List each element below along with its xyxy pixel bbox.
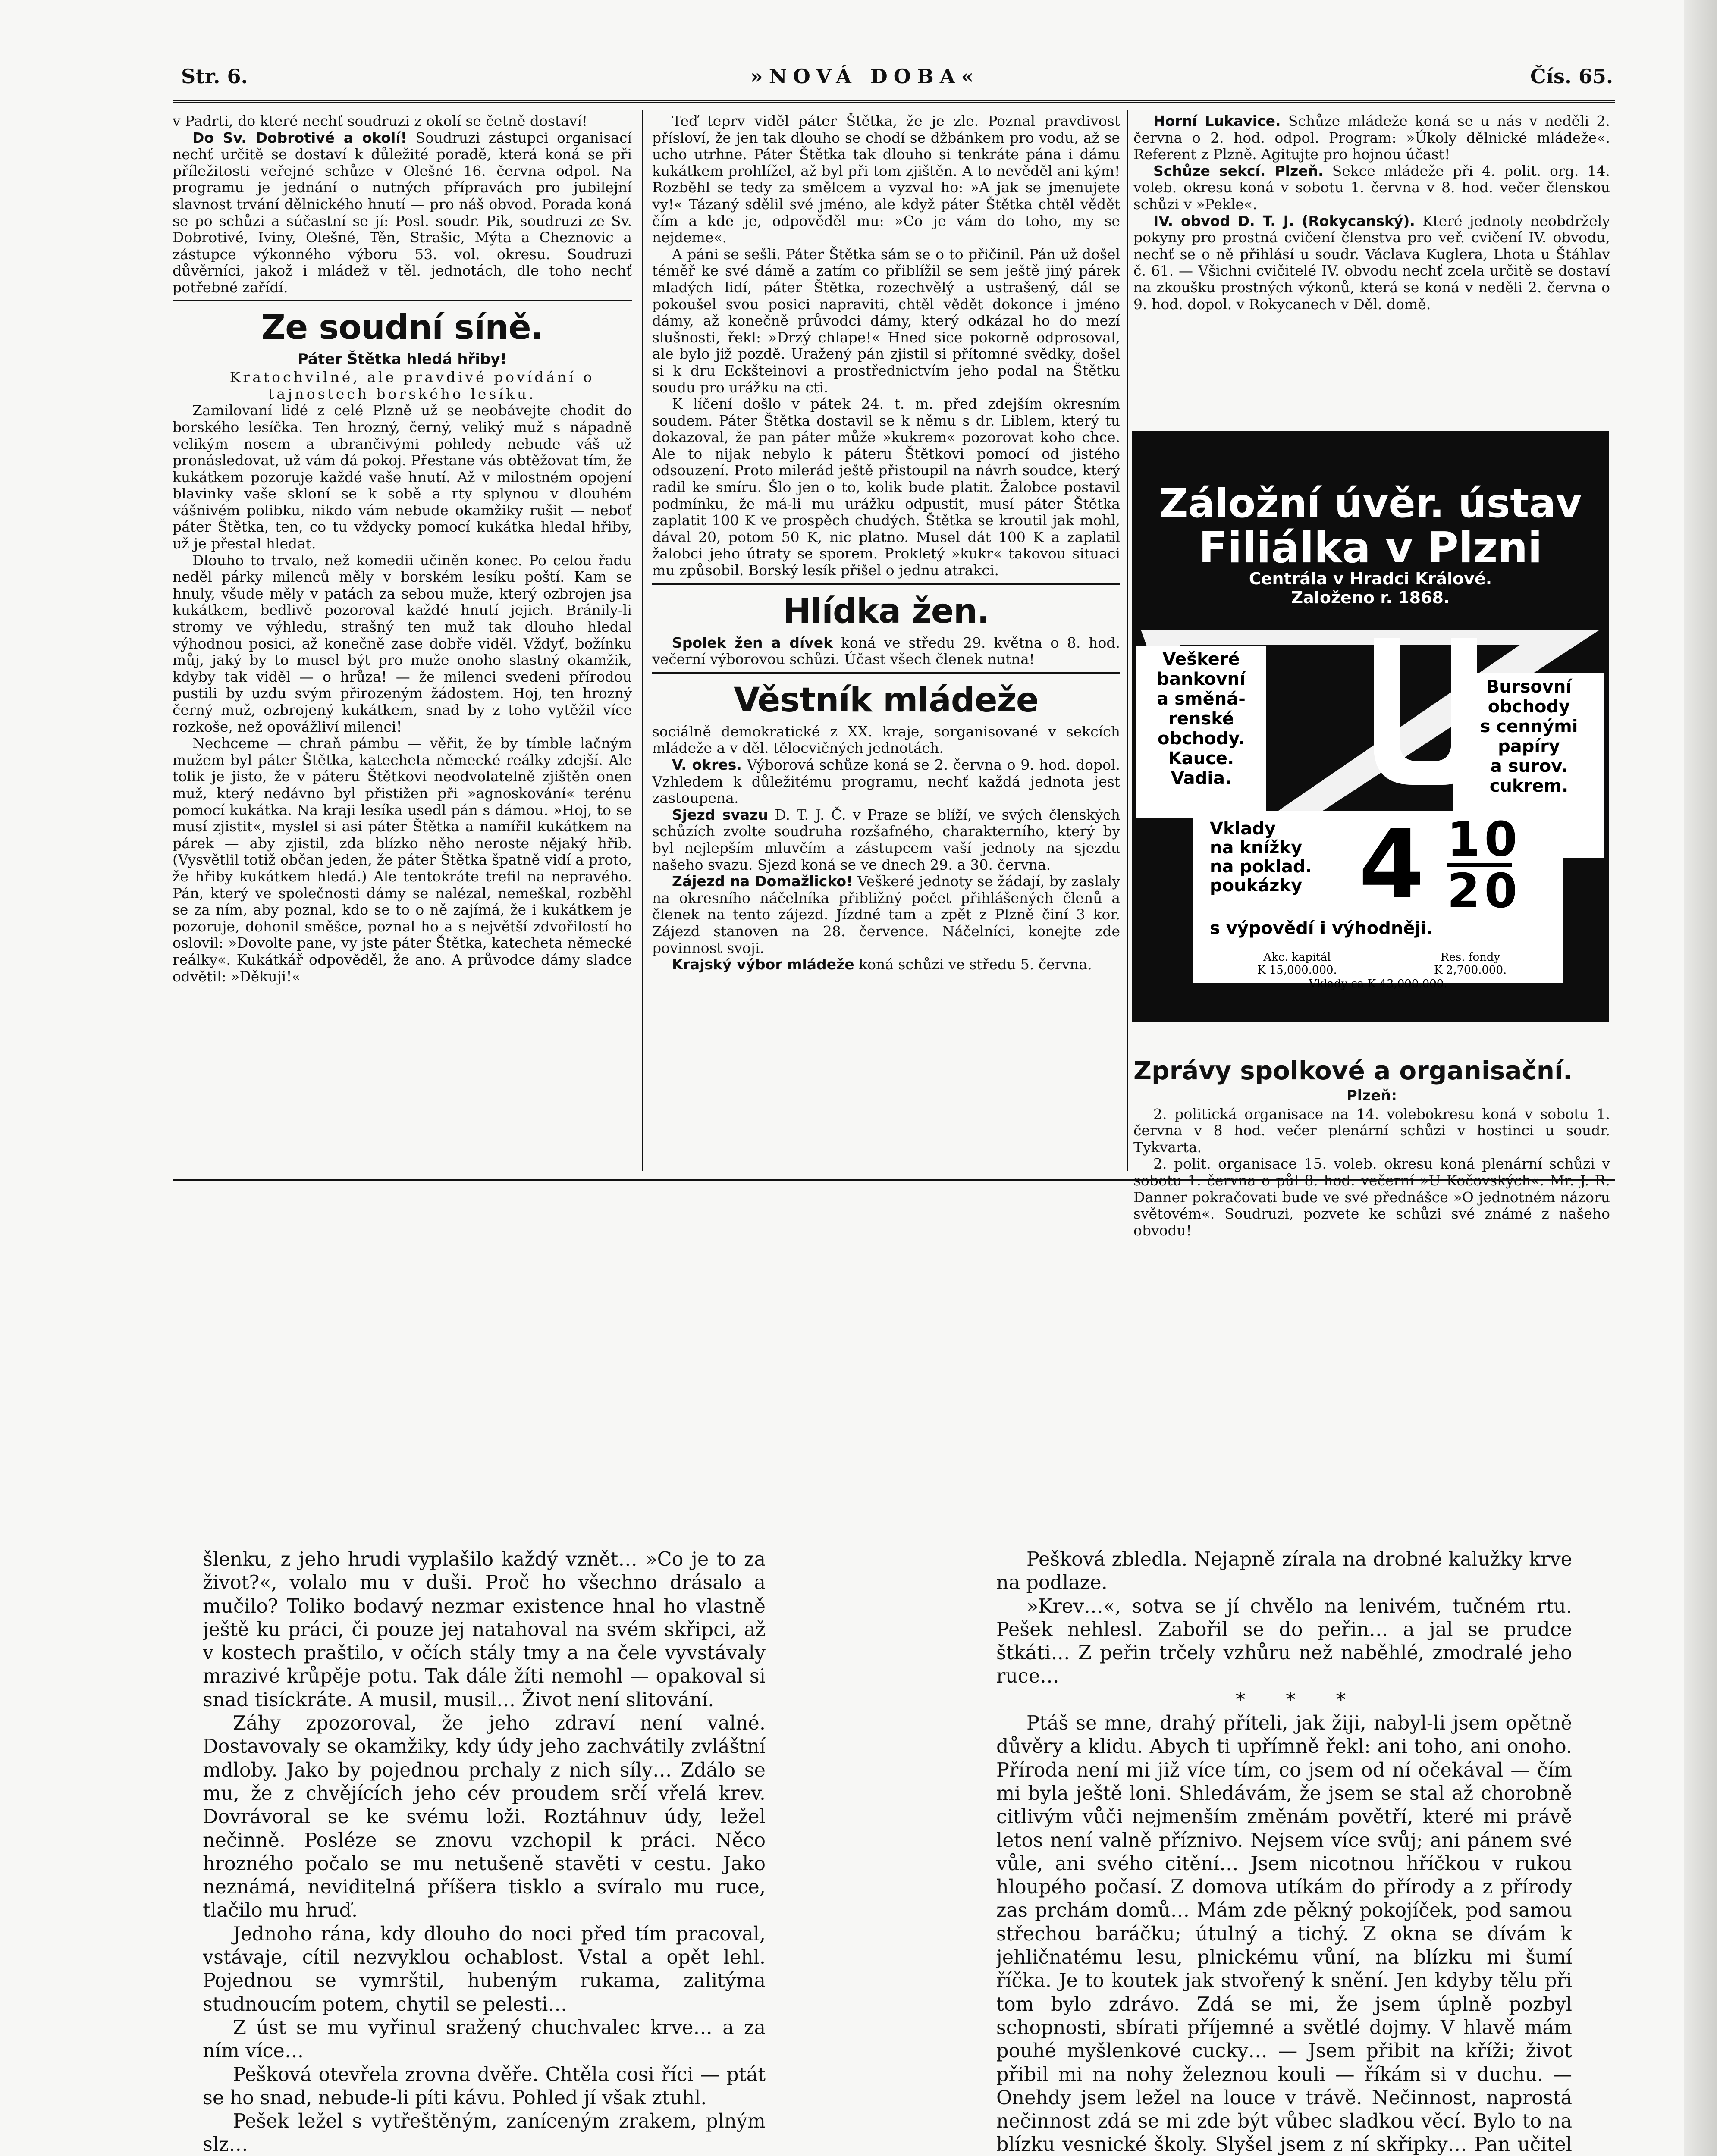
column-divider [642,110,643,1171]
divider [652,583,1120,585]
ad-reserves [1434,951,1507,977]
ad-right-line: Bursovní [1486,677,1572,697]
schuze-text: Sekce mládeže při 4. polit. org. 14. voleb. okresu koná v sobotu 1. června v 8. hod. večer členskou schůzi v »Pekle«. [1133,162,1610,213]
page-edge-shadow [1684,0,1717,2156]
ad-right-line: s cennými [1480,717,1578,736]
dobrotive-text: Soudruzi zástupci organisací nechť určitě se dostaví k důležité poradě, která koná se při příležitosti veřejné schůze v Olešné 16. června odpol. Na programu je jednání o nutných přípravách pro jubilejní slavnost trvání dělnického hnutí — pro náš obvod. Porada koná se po schůzi a súčastní se jí: Posl. soudr. Pik, soudruzi ze Sv. Dobrotivé, Iviny, Olešné, Těn, Strašic, Mýta a Cheznovic a zástupce výkonného výboru 53. vol. okresu. Soudruzi důvěrníci, jakož i mládež v těl. jednotách, dle toho nechť potřebné zařídí. [173,129,632,296]
column-3-bottom [1133,1052,1610,1311]
section-break-stars: * * * [1235,1689,1363,1711]
ad-right-line: cukrem. [1489,776,1569,796]
ad-left-line: Veškeré [1162,649,1240,669]
ad-deposits [1210,819,1312,895]
ad-left-line: Kauce. [1168,749,1234,768]
ad-right-line: a surov. [1490,756,1568,776]
zpravy-paragraph: 2. politická organisace na 14. volebokresu koná v sobotu 1. června v 8 hod. večer plenární schůzi v hostinci u soudr. Tykvarta. [1133,1105,1610,1156]
ad-interest-rate: 4 [1359,809,1425,920]
ad-rate-num-digit: 1 [1447,812,1480,867]
column-divider [1127,110,1128,1171]
article-subtitle: Kratochvilné, ale pravdivé povídání o tajnostech borského lesíku. [229,369,595,402]
section-title-women: Hlídka žen. [783,592,989,631]
story-paragraph: »Krev…«, sotva se jí chvělo na lenivém, tučném rtu. Pešek nehlesl. Zabořil se do peřin… a jal se prudce štkáti… Z peřin trčely vzhůru než naběhlé, zmodralé jeho ruce… [996,1595,1572,1688]
story-left-column [203,1548,766,2156]
story-paragraph: šlenku, z jeho hrudi vyplašilo každý vznět… »Co je to za život?«, volalo mu v duši. Proč ho všechno drásalo a mučilo? Toliko bodavý nezmar existence hnal ho vlastně ještě ku práci, či pouze jej natahoval na svém skřipci, až v kostech praštilo, v očích stály tmy a na čele vyvstávaly mrazivé krůpěje potu. Tak dále žíti nemohl — opakoval si snad tisíckráte. A musil, musil… Život není slitování. [203,1548,766,1711]
column-3-top [1133,113,1610,423]
ad-notice-terms: s výpovědí i výhodněji. [1210,918,1434,938]
ad-deposit-line: Vklady [1210,819,1276,839]
zpravy-paragraph: 2. polit. organisace 15. voleb. okresu koná plenární schůzi v sobotu 1. června o půl 8. hod. večerní »U Kočovských«. Mr. J. R. Danner pokračovati bude ve své přednášce »O jednotném názoru světovém«. Soudruzi, pozvete ke schůzi své známé z našeho obvodu! [1133,1155,1610,1239]
newspaper-title: »NOVÁ DOBA« [750,65,980,88]
story-paragraph: Pešková otevřela zrovna dvěře. Chtěla cosi říci — ptát se ho snad, nebude-li píti kávu. Pohled jí však ztuhl. [203,2063,766,2109]
article-paragraph: K líčení došlo v pátek 24. t. m. před zdejším okresním soudem. Páter Štětka dostavil se k němu s dr. Liblem, který tu dokazoval, že pan páter může »kukrem« pozorovat koho chce. Ale to nijak nebylo k páteru Štětkovi pomocí od jistého odsouzení. Proto milerád ještě přistoupil na návrh soudce, který radil ke smíru. Šlo jen o to, kolik bude platit. Žalobce postavil podmínku, že má-li mu urážku odpustit, musí páter Štětka zaplatit 100 K ve prospěch chudých. Štětka se kroutil jak mohl, dával 20, potom 50 K, nic platno. Musel dát 100 K a zaplatil žalobci jeho útraty se sporem. Prokletý »kukr« takovou situaci mu způsobil. Borský lesík přišel o jednu atrakci. [652,395,1120,579]
sjezd-text: D. T. J. Č. v Praze se blíží, ve svých členských schůzích zvolte soudruha rozšafného, charakterního, který by byl nejlepším mluvčím a zástupcem vaší jednoty na sjezdu našeho svazu. Sjezd koná se ve dnech 29. a 30. června. [652,806,1120,873]
ad-rate-digit: 0 [1484,863,1518,918]
spolek-notice [652,635,1120,668]
ad-rate-fraction [1447,812,1518,918]
ad-deposits-total: Vklady ca K 43,000.000. [1309,978,1447,990]
ad-right-line: papíry [1498,736,1560,756]
issue-number: Čís. 65. [1530,65,1613,88]
ad-reserves-value: K 2,700.000. [1434,964,1507,977]
section-rule [173,1179,1615,1181]
ad-capital [1257,951,1337,977]
ad-left-line: Vadia. [1171,768,1232,788]
iv-notice [1133,213,1610,313]
ad-deposit-line: na knížky [1210,838,1303,858]
ad-rate-digit: 0 [1484,812,1518,867]
section-title-associations: Zprávy spolkové a organisační. [1133,1056,1573,1085]
ad-rate-den-digit: 2 [1447,863,1480,918]
ad-title-1: Záložní úvěr. ústav [1159,480,1582,526]
divider [173,300,632,301]
article-paragraph: Dlouho to trvalo, než komedii učiněn konec. Po celou řadu neděl párky milenců měly v borském lesíku poští. Kam se hnuly, všude měly v patách za sebou muže, který ozbrojen jsa kukátkem, bedlivě pozoroval každé hnutí jejich. Bránily-li stromy ve výhledu, strašný ten muž tak dlouho hledal výhodnou posici, až konečně zase dobře viděl. Vždyť, božínku můj, jaký by to musel být pro muže onoho slastný okamžik, kdyby tak viděl — o hrůza! — že milenci svedeni přírodou pustili by uzdu svým přirozeným žádostem. Hoj, ten hrozný černý muž, ozbrojený kukátkem, snad by z toho vytěžil více rozkoše, než opovážliví milenci! [173,552,632,735]
ad-left-line: a směná- [1157,689,1246,709]
intro-text: v Padrti, do které nechť soudruzi z okolí se četně dostaví! [173,113,588,129]
vestnik-intro: sociálně demokratické z XX. kraje, sorganisované v sekcích mládeže a v děl. tělocvičných jednotách. [652,723,1120,757]
article-paragraph: Zamilovaní lidé z celé Plzně už se neobávejte chodit do borského lesíčka. Ten hrozný, černý, veliký muž s nápadně velikým nosem a ubrančivými pohledy nebude váš už pronásledovat, už vám dá pokoj. Přestane vás obtěžovat tím, že kukátkem pozoruje každé vaše hnutí. Až v milostném opojení blavinky vaše skloní se k sobě a rty splynou v dlouhém vášnivém polibku, nikdo vám nebude okamžiky rušit — neboť páter Štětka, ten, co tu vždycky pomocí kukátka hledal hřiby, už je přestal hledat. [173,402,632,552]
ad-rate-denominator [1447,863,1518,918]
sjezd-heading: Sjezd svazu [672,806,768,823]
zajezd-notice [652,873,1120,956]
column-2 [652,113,1120,1174]
v-okres-heading: V. okres. [672,756,742,773]
ad-capital-value: K 15,000.000. [1257,964,1337,977]
krajsky-notice [652,956,1120,973]
bank-advertisement [1132,431,1609,1022]
schuze-heading: Schůze sekcí. Plzeň. [1153,162,1324,179]
iv-heading: IV. obvod D. T. J. (Rokycanský). [1153,212,1415,229]
ad-left-line: bankovní [1157,669,1246,689]
zajezd-text: Veškeré jednoty se žádají, by zaslaly na okresního náčelníka přibližný počet přihlášených členů a členek na tento zájezd. Jízdné tam a zpět z Plzně činí 3 kor. Zájezd stanoven na 28. července. Náčelníci, konejte zde povinnost svoji. [652,873,1120,956]
ad-right-line: obchody [1488,697,1570,717]
story-paragraph: Záhy zpozoroval, že jeho zdraví není valné. Dostavovaly se okamžiky, kdy údy jeho zachvátily zvláštní mdloby. Jako by pojednou prchaly z nich síly… Zdálo se mu, že z chvějících jeho cév proudem srčí vřelá krev. Dovrávoral se ke svému loži. Roztáhnuv údy, ležel nečinně. Posléze se znovu vzchopil k práci. Něco hrozného počalo se mu netušeně stavěti v cestu. Jako neznámá, neviditelná příšera tisklo a svíralo mu ruce, tlačilo mu hruď. [203,1712,766,1922]
ad-centrala: Centrála v Hradci Králové. [1249,569,1492,588]
sjezd-notice [652,807,1120,873]
column-1 [173,113,632,1174]
article-headline: Páter Štětka hledá hřiby! [298,350,507,368]
story-paragraph: Jednoho rána, kdy dlouho do noci před tím pracoval, vstávaje, cítil nezvyklou ochablost. Vstal a opět lehl. Pojednou se vymrštil, hubeným rukama, zalitýma studnoucím potem, chytil se pelesti… [203,1923,766,2015]
story-paragraph: Z úst se mu vyřinul sražený chuchvalec krve… a za ním více… [203,2016,766,2062]
ad-deposit-line: poukázky [1210,876,1303,896]
ad-reserves-label: Res. fondy [1441,951,1500,964]
ad-left-line: renské [1168,709,1234,729]
ad-founded: Založeno r. 1868. [1291,588,1450,607]
horni-text: Schůze mládeže koná se u nás v neděli 2. června o 2. hod. odpol. Program: »Úkoly dělnické mládeže«. Referent z Plzně. Agitujte pro hojnou účast! [1133,113,1610,163]
article-paragraph: Nechceme — chraň pámbu — věřit, že by tímble lačným mužem byl páter Štětka, katecheta německé reálky zdejší. Ale tolik je jisto, že v páteru Štětkovi neodvolatelně zjištěn onen muž, který nedávno byl přistižen při »agnoskování« terénu pomocí kukátka. Na kraji lesíka usedl pán s dámou. »Hoj, to se musí zjistit«, myslel si asi páter Štětka a namířil kukátkem na párek — aby zjistil, zda blízko něho neroste nějaký hřib. (Vysvětlil totiž občan jeden, že páter Štětka špatně vidí a proto, že hřiby kukátkem hledá.) Ale tentokráte trefil na nepravého. Pán, který ve společnosti dámy se nalézal, nemeškal, rozběhl se za ním, aby poznal, kdo se to o ně zajímá, že i kukátkem je pozoruje, dohonil směšce, poznal ho a s největší zdvořilostí ho oslovil: »Dovolte pane, vy jste páter Štětka, katecheta německé reálky«. Kukátkář odpověděl, že ano. A průvodce dámy sladce odvětil: »Děkuji!« [173,735,632,985]
story-paragraph: Pešková zbledla. Nejapně zírala na drobné kalužky krve na podlaze. [996,1548,1572,1594]
article-paragraph: A páni se sešli. Páter Štětka sám se o to přičinil. Pán už došel téměř ke své dámě a zatím co přiblížil se sem ještě jiný párek mladých lidí, páter Štětka, rozechvělý a ustrašený, dál se pokoušel svou posici napraviti, chtěl vědět dokonce i jméno dámy, až konečně průvodci dámy, který odkázal ho do mezí slušnosti, řekl: »Drzý chlape!« Hned sice pokorně odprosoval, ale bylo již pozdě. Uražený pán zjistil si přítomné svědky, došel si k dru Eckšteinovi a prostřednictvím jeho podal na Štětku soudu pro urážku na cti. [652,245,1120,396]
v-okres-notice [652,757,1120,807]
v-okres-text: Výborová schůze koná se 2. června o 9. hod. dopol. Vzhledem k důležitému programu, nechť každá jednota jest zastoupena. [652,756,1120,807]
plzen-heading: Plzeň: [1346,1087,1397,1104]
header-rule [173,100,1615,103]
krajsky-text: koná schůzi ve středu 5. června. [859,956,1092,973]
spolek-heading: Spolek žen a dívek [672,634,833,651]
zajezd-heading: Zájezd na Domažlicko! [672,873,853,890]
ad-capital-label: Akc. kapitál [1263,951,1331,964]
ad-left-box [1136,646,1266,818]
ad-left-line: obchody. [1157,729,1245,749]
divider [652,672,1120,674]
ad-deposit-line: na poklad. [1210,857,1312,877]
schuze-notice [1133,163,1610,213]
page-header [181,65,1613,95]
dobrotive-notice [173,130,632,296]
krajsky-heading: Krajský výbor mládeže [672,956,854,973]
page-number-left: Str. 6. [181,65,248,88]
article-paragraph: Teď teprv viděl páter Štětka, že je zle. Poznal pravdivost přísloví, že jen tak dlouho se chodí se džbánkem pro vodu, až se ucho utrhne. Páter Štětka tak dlouho si tenkráte pána i dámu kukátkem prohlížel, až byl při tom zjištěn. A to nevěděl ani kým! Rozběhl se tedy za smělcem a vyzval ho: »A jak se jmenujete vy!« Tázaný sdělil své jméno, ale když páter Štětka chtěl vědět čím a kde je, odpověděl mu: »Co je vám do toho, my se nejdeme«. [652,113,1120,246]
section-title-youth: Věstník mládeže [734,680,1039,720]
ad-deposit-box [1193,809,1563,990]
horni-notice [1133,113,1610,163]
section-title-court: Ze soudní síně. [261,308,543,347]
iv-text: Které jednoty neobdržely pokyny pro prostná cvičení členstva pro veř. cvičení IV. obvodu, nechť se o ně přihlásí u soudr. Václava Kuglera, Lhota u Štáhlav č. 61. — Všichni cvičitelé IV. obvodu nechť zcela určitě se dostaví na zkoušku prostných výkonů, která se koná v neděli 2. června o 9. hod. dopol. v Rokycanech v Děl. domě. [1133,212,1610,313]
dobrotive-heading: Do Sv. Dobrotivé a okolí! [192,129,407,146]
story-paragraph: Ptáš se mne, drahý příteli, jak žiji, nabyl-li jsem opětně důvěry a klidu. Abych ti upřímně řekl: ani toho, ani onoho. Příroda není mi již více tím, co jsem od ní očekával — čím mi byla ještě loni. Shledávám, že jsem se stal až chorobně citlivým vůči nejmenším změnám povětří, které mi právě letos není valně příznivo. Nejsem více svůj; ani pánem své vůle, ani svého citění… Jsem nicotnou hříčkou v rukou hloupého počasí. Z domova utíkám do přírody a z přírody zas prchám domů… Mám zde pěkný pokojíček, pod samou střechou baráčku; útulný a tichý. Z okna se dívám k jehličnatému lesu, plnickému vůní, na blízku mi šumí říčka. Je to koutek jak stvořený k snění. Jen kdyby tělu při tom bylo zdrávo. Zdá se mi, že jsem úplně pozbyl schopnosti, sbírati příjemné a světlé dojmy. V hlavě mám pouhé myšlenkové cucky… — Jsem přibit na kříži; život přibil mi na nohy železnou kouli — říkám si v duchu. — Onehdy jsem ležel na louce v trávě. Nečinnost, naprostá nečinnost zdá se mi zde být vůbec sladkou věcí. Bylo to na blízku vesnické školy. Slyšel jsem z ní skřipky… Pan učitel [996,1712,1572,2156]
ad-title-2: Filiálka v Plzni [1199,523,1542,573]
ad-rate-numerator [1447,812,1518,867]
horni-heading: Horní Lukavice. [1153,113,1281,129]
story-right-column [996,1548,1572,2156]
story-paragraph: Pešek ležel s vytřeštěným, zaníceným zrakem, plným slz… [203,2110,766,2156]
spolek-text: koná ve středu 29. května o 8. hod. večerní výborovou schůzi. Účast všech členek nutna! [652,634,1120,668]
